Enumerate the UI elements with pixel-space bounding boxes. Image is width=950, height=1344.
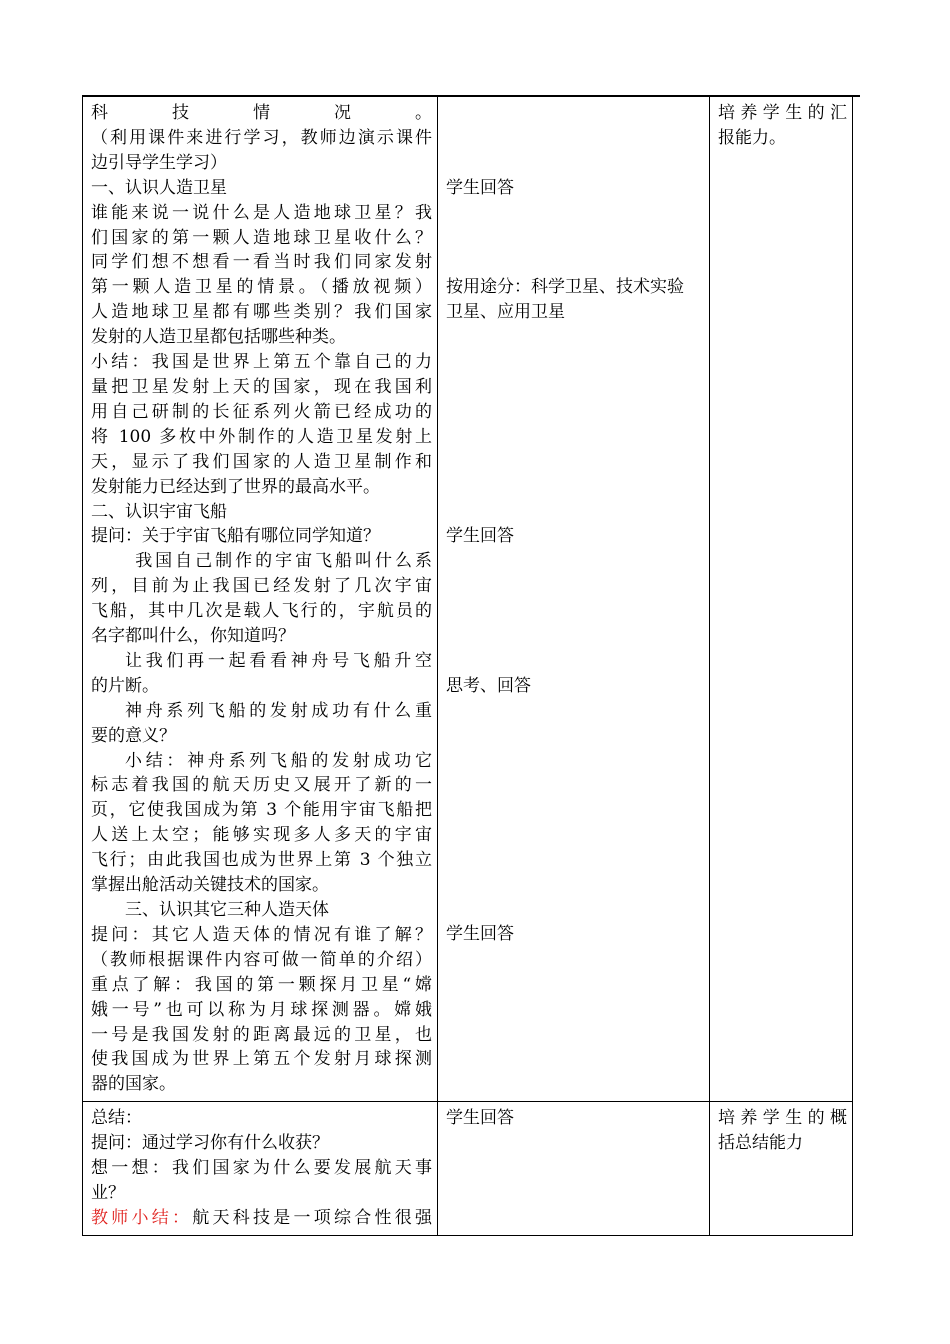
lesson-table bbox=[82, 96, 853, 1236]
text-line: 页，它使我国成为第 3 个能用宇宙飞船把 bbox=[91, 800, 432, 821]
text-line: 掌握出舱活动关键技术的国家。 bbox=[91, 875, 329, 896]
text-line: 将 100 多枚中外制作的人造卫星发射上 bbox=[91, 426, 432, 447]
student-activity-cell bbox=[438, 1102, 710, 1236]
design-intent-cell bbox=[710, 97, 853, 1102]
text-line: 谁能来说一说什么是人造地球卫星？我 bbox=[91, 202, 432, 223]
table-row bbox=[83, 97, 853, 1102]
text-line: 同学们想不想看一看当时我们同家发射 bbox=[91, 252, 432, 273]
text-line: 报能力。 bbox=[718, 127, 786, 148]
teacher-summary-line bbox=[91, 1206, 432, 1231]
text-line: 神舟系列飞船的发射成功有什么重 bbox=[125, 700, 432, 721]
satellite-classification: 卫星、应用卫星 bbox=[446, 302, 565, 323]
text-line: 重点了解：我国的第一颗探月卫星“嫦 bbox=[91, 974, 432, 995]
student-think: 思考、回答 bbox=[446, 675, 531, 696]
section-heading: 三、认识其它三种人造天体 bbox=[125, 900, 329, 920]
student-answer: 学生回答 bbox=[446, 1108, 514, 1129]
text-line: 总结： bbox=[91, 1108, 142, 1129]
text-line: 一号是我国发射的距离最远的卫星，也 bbox=[91, 1024, 432, 1045]
text-line: 们国家的第一颗人造地球卫星收什么？ bbox=[91, 227, 432, 248]
text-line: 边引导学生学习） bbox=[91, 152, 227, 173]
text-line: 提问：通过学习你有什么收获？ bbox=[91, 1133, 329, 1154]
text-line: 发射能力已经达到了世界的最高水平。 bbox=[91, 476, 380, 497]
text-line: 使我国成为世界上第五个发射月球探测 bbox=[91, 1049, 432, 1070]
student-answer: 学生回答 bbox=[446, 924, 514, 945]
text-line: 提问：关于宇宙飞船有哪位同学知道？ bbox=[91, 526, 380, 547]
text-line: 人送上太空；能够实现多人多天的宇宙 bbox=[91, 825, 432, 846]
text-line: 的片断。 bbox=[91, 675, 159, 696]
teacher-activity-cell bbox=[83, 97, 438, 1102]
text-line: 量把卫星发射上天的国家，现在我国利 bbox=[91, 376, 432, 397]
text-line: 飞行；由此我国也成为世界上第 3 个独立 bbox=[91, 850, 432, 871]
teacher-summary-text: 航天科技是一项综合性很强 bbox=[192, 1207, 432, 1228]
text-line: 用自己研制的长征系列火箭已经成功的 bbox=[91, 401, 432, 422]
student-answer: 学生回答 bbox=[446, 526, 514, 547]
design-intent-cell bbox=[710, 1102, 853, 1236]
text-line: 飞船，其中几次是载人飞行的，宇航员的 bbox=[91, 601, 432, 622]
text-line: 标志着我国的航天历史又展开了新的一 bbox=[91, 775, 432, 796]
table-row bbox=[83, 1102, 853, 1236]
text-line: 让我们再一起看看神舟号飞船升空 bbox=[125, 650, 432, 671]
teacher-summary-label: 教师小结： bbox=[91, 1207, 193, 1228]
text-line: 培养学生的汇 bbox=[718, 103, 847, 123]
text-line: 发射的人造卫星都包括哪些种类。 bbox=[91, 327, 346, 348]
section-heading: 二、认识宇宙飞船 bbox=[91, 501, 227, 522]
student-answer: 学生回答 bbox=[446, 177, 514, 198]
text-line: 培养学生的概 bbox=[718, 1108, 847, 1129]
text-line: 列，目前为止我国已经发射了几次宇宙 bbox=[91, 576, 432, 597]
text-line: 小结：我国是世界上第五个靠自己的力 bbox=[91, 352, 432, 373]
student-activity-cell bbox=[438, 97, 710, 1102]
text-line: 小结：神舟系列飞船的发射成功它 bbox=[125, 750, 432, 771]
text-line: 娥一号”也可以称为月球探测器。嫦娥 bbox=[91, 999, 432, 1020]
text-line: 名字都叫什么，你知道吗？ bbox=[91, 626, 295, 647]
text-line: 括总结能力 bbox=[718, 1133, 803, 1154]
text-line: 要的意义？ bbox=[91, 725, 176, 746]
text-line: 人造地球卫星都有哪些类别？我们国家 bbox=[91, 302, 432, 323]
text-line: （教师根据课件内容可做一简单的介绍） bbox=[91, 949, 432, 970]
text-line: 业？ bbox=[91, 1182, 125, 1203]
text-line: 我国自己制作的宇宙飞船叫什么系 bbox=[135, 551, 432, 572]
text-line: 想一想：我们国家为什么要发展航天事 bbox=[91, 1158, 432, 1179]
text-line: 天，显示了我们国家的人造卫星制作和 bbox=[91, 451, 432, 472]
satellite-classification: 按用途分：科学卫星、技术实验 bbox=[446, 277, 684, 298]
text-line: 器的国家。 bbox=[91, 1074, 176, 1095]
section-heading: 一、认识人造卫星 bbox=[91, 177, 227, 198]
text-line: 科技情况。 bbox=[91, 103, 432, 123]
text-line: 提问：其它人造天体的情况有谁了解？ bbox=[91, 924, 432, 945]
teacher-summary-cell bbox=[83, 1102, 438, 1236]
text-line: （利用课件来进行学习，教师边演示课件 bbox=[91, 127, 432, 148]
text-line: 第一颗人造卫星的情景。（播放视频） bbox=[91, 277, 432, 298]
